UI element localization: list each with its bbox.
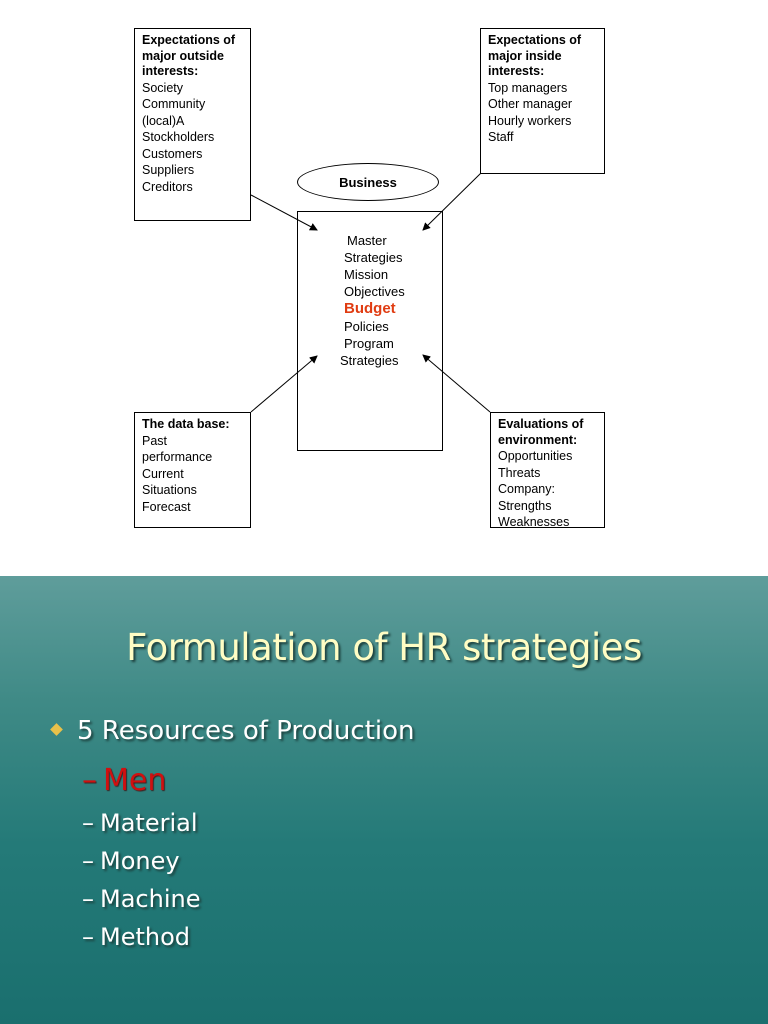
outside-item: Customers — [142, 146, 203, 161]
center-item: Strategies — [344, 250, 403, 265]
resources-sublist — [82, 758, 200, 956]
database-item: Situations — [142, 483, 197, 497]
inside-item: Hourly workers — [488, 113, 572, 128]
dash-bullet: – — [82, 847, 94, 875]
subitem-label: Money — [100, 847, 180, 875]
outside-interests-title: Expectations of major outside interests: — [142, 33, 236, 78]
outside-item: Suppliers — [142, 163, 195, 177]
slide-title: Formulation of HR strategies — [126, 626, 642, 669]
environment-item: Strengths — [498, 498, 552, 513]
bullet-resources — [48, 716, 415, 746]
business-center-box — [297, 211, 443, 451]
inside-item: Staff — [488, 130, 514, 144]
business-oval: Business — [297, 163, 439, 201]
inside-interests-title: Expectations of major inside interests: — [488, 33, 582, 78]
database-item: performance — [142, 450, 213, 464]
dash-bullet: – — [82, 763, 97, 798]
center-item: Strategies — [340, 353, 399, 368]
environment-title: Evaluations of environment: — [498, 417, 584, 447]
inside-item: Other manager — [488, 97, 573, 111]
outside-item: Creditors — [142, 179, 193, 194]
subitem-label: Material — [100, 809, 198, 837]
center-item: Objectives — [344, 284, 405, 299]
center-item-budget: Budget — [344, 300, 396, 317]
center-item: Program — [344, 336, 394, 351]
outside-interests-box — [134, 28, 251, 221]
subitem-method — [82, 918, 200, 956]
database-item: Current — [142, 466, 184, 481]
database-title: The data base: — [142, 417, 230, 431]
inside-item: Top managers — [488, 80, 568, 95]
subitem-men — [82, 758, 200, 804]
dash-bullet: – — [82, 885, 94, 913]
dash-bullet: – — [82, 809, 94, 837]
subitem-label: Method — [100, 923, 191, 951]
subitem-label: Men — [103, 763, 167, 798]
center-item: Master — [347, 233, 387, 248]
subitem-label: Machine — [100, 885, 201, 913]
database-item: Forecast — [142, 499, 191, 514]
outside-item: (local)A — [142, 113, 185, 128]
subitem-machine — [82, 880, 200, 918]
inside-interests-box — [480, 28, 605, 174]
environment-item: Weaknesses — [498, 515, 570, 528]
subitem-material — [82, 804, 200, 842]
hr-strategies-slide — [0, 576, 768, 1024]
center-item: Mission — [344, 267, 389, 282]
center-item-list — [298, 232, 444, 369]
dash-bullet: – — [82, 923, 94, 951]
outside-item: Community — [142, 97, 206, 111]
bullet-text: 5 Resources of Production — [77, 716, 415, 746]
center-item: Policies — [344, 319, 389, 334]
database-item: Past — [142, 433, 168, 448]
environment-item: Threats — [498, 465, 541, 480]
environment-box — [490, 412, 605, 528]
subitem-money — [82, 842, 200, 880]
outside-item: Society — [142, 80, 183, 95]
outside-item: Stockholders — [142, 130, 215, 144]
diamond-bullet-icon — [50, 723, 63, 736]
environment-item: Opportunities — [498, 449, 573, 463]
database-box — [134, 412, 251, 528]
environment-item: Company: — [498, 482, 555, 496]
